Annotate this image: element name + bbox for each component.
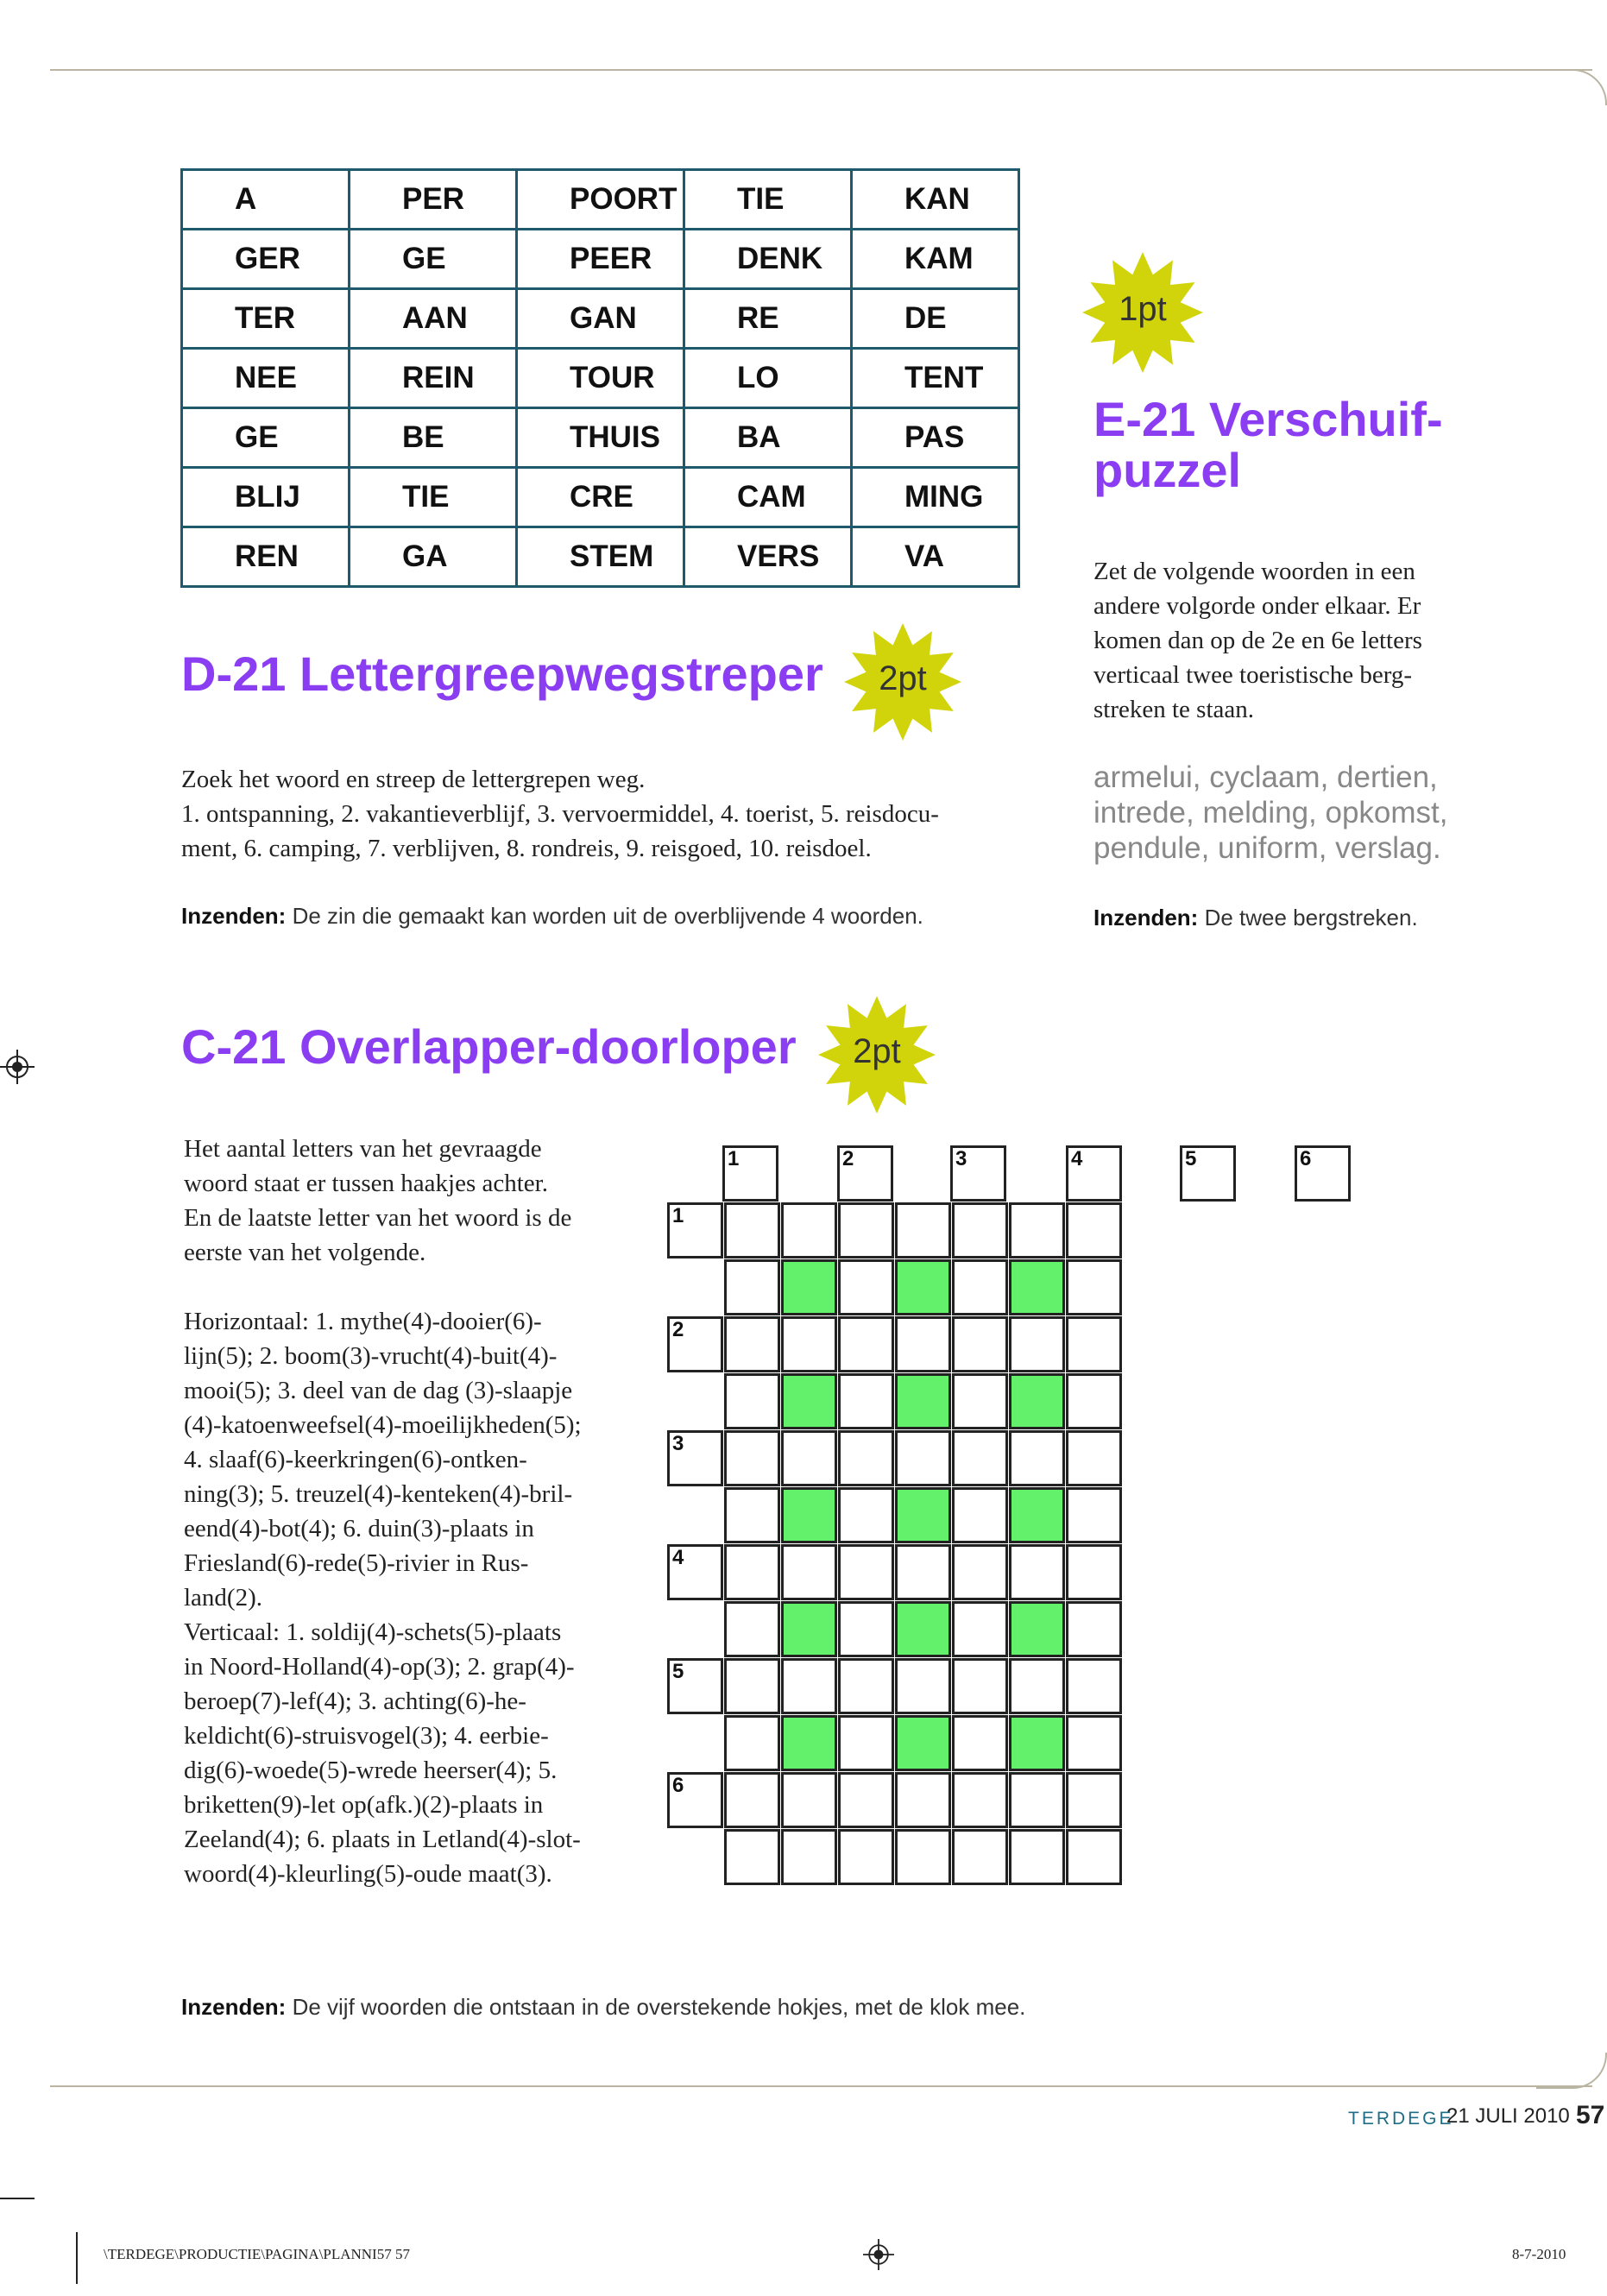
puzzle-e-words <box>1093 760 1447 866</box>
puzzle-e-submit-label: Inzenden: <box>1093 905 1199 930</box>
grid-cell[interactable] <box>1009 1202 1065 1258</box>
crop-mark <box>76 2232 78 2284</box>
syllable-cell: CAM <box>684 468 852 527</box>
puzzle-c-text-line: (4)-katoenweefsel(4)-moeilijkheden(5); <box>184 1411 582 1439</box>
grid-cell[interactable] <box>952 1601 1008 1657</box>
puzzle-c-text-line: Friesland(6)-rede(5)-rivier in Rus- <box>184 1549 529 1577</box>
puzzle-c-text-line: briketten(9)-let op(afk.)(2)-plaats in <box>184 1791 544 1819</box>
grid-cell[interactable] <box>838 1430 894 1486</box>
syllable-cell: TIE <box>350 468 517 527</box>
syllable-cell: GE <box>182 408 350 468</box>
puzzle-c-submit-text: De vijf woorden die ontstaan in de overstekende hokjes, met de klok mee. <box>286 1994 1026 2020</box>
syllable-row <box>182 230 1019 289</box>
syllable-cell: REN <box>182 527 350 587</box>
grid-cell[interactable] <box>1009 1829 1065 1885</box>
puzzle-c-text-line: woord staat er tussen haakjes achter. <box>184 1170 548 1197</box>
syllable-cell: A <box>182 170 350 230</box>
puzzle-c-clues <box>184 1132 633 1891</box>
grid-cell[interactable] <box>1066 1544 1122 1600</box>
grid-cell[interactable] <box>781 1829 837 1885</box>
grid-cell[interactable] <box>724 1715 780 1771</box>
puzzle-c-text-line: 4. slaaf(6)-keerkringen(6)-ontken- <box>184 1446 527 1473</box>
syllable-cell: CRE <box>517 468 684 527</box>
grid-cell[interactable] <box>952 1202 1008 1258</box>
grid-cell[interactable] <box>895 1658 951 1714</box>
grid-number: 3 <box>672 1432 684 1455</box>
slug-path: \TERDEGE\PRODUCTIE\PAGINA\PLANNI57 57 <box>104 2246 410 2262</box>
puzzle-c-text-line: in Noord-Holland(4)-op(3); 2. grap(4)- <box>184 1653 575 1681</box>
puzzle-e-word-line: pendule, uniform, verslag. <box>1093 831 1441 865</box>
grid-cell-overlap[interactable] <box>895 1259 951 1315</box>
grid-cell[interactable] <box>781 1316 837 1372</box>
grid-cell[interactable] <box>952 1715 1008 1771</box>
syllable-cell: DE <box>852 289 1019 349</box>
syllable-row <box>182 170 1019 230</box>
bottom-rule-curve <box>1536 2053 1607 2089</box>
grid-number: 6 <box>1300 1147 1312 1170</box>
grid-cell[interactable] <box>1066 1487 1122 1543</box>
puzzle-e-desc-line: Zet de volgende woorden in een <box>1093 558 1415 585</box>
grid-cell[interactable] <box>838 1373 894 1429</box>
syllable-cell: PER <box>350 170 517 230</box>
syllable-cell: GE <box>350 230 517 289</box>
grid-cell-overlap[interactable] <box>1009 1259 1065 1315</box>
puzzle-c-text-line: lijn(5); 2. boom(3)-vrucht(4)-buit(4)- <box>184 1342 558 1370</box>
puzzle-e-submit-text: De twee bergstreken. <box>1198 905 1418 930</box>
grid-cell[interactable] <box>895 1316 951 1372</box>
grid-cell[interactable] <box>838 1601 894 1657</box>
footer-magazine: TERDEGE <box>1348 2109 1454 2129</box>
puzzle-c-text-line: keldicht(6)-struisvogel(3); 4. eerbie- <box>184 1722 549 1750</box>
grid-cell[interactable] <box>952 1658 1008 1714</box>
grid-cell[interactable] <box>724 1202 780 1258</box>
syllable-cell: PEER <box>517 230 684 289</box>
syllable-cell: GAN <box>517 289 684 349</box>
puzzle-c-text-line: Verticaal: 1. soldij(4)-schets(5)-plaats <box>184 1618 562 1646</box>
footer-page-number: 57 <box>1576 2101 1605 2129</box>
grid-cell[interactable] <box>1009 1772 1065 1828</box>
puzzle-c-text-line: land(2). <box>184 1584 262 1612</box>
puzzle-d-intro: Zoek het woord en streep de lettergrepen weg. <box>181 766 646 793</box>
puzzle-c-text-line: dig(6)-woede(5)-wrede heerser(4); 5. <box>184 1757 558 1784</box>
puzzle-c-points: 2pt <box>853 1032 901 1070</box>
puzzle-e-description <box>1093 554 1422 727</box>
top-rule <box>50 69 1592 71</box>
puzzle-c-text-line: woord(4)-kleurling(5)-oude maat(3). <box>184 1860 552 1888</box>
puzzle-e-desc-line: komen dan op de 2e en 6e letters <box>1093 627 1422 654</box>
grid-number: 1 <box>728 1147 740 1170</box>
syllable-row <box>182 349 1019 408</box>
syllable-row <box>182 468 1019 527</box>
syllable-cell: VERS <box>684 527 852 587</box>
syllable-cell: KAM <box>852 230 1019 289</box>
grid-cell[interactable] <box>952 1316 1008 1372</box>
grid-cell[interactable] <box>1066 1829 1122 1885</box>
grid-cell[interactable] <box>724 1658 780 1714</box>
puzzle-c-text-line: ning(3); 5. treuzel(4)-kenteken(4)-bril- <box>184 1480 573 1508</box>
syllable-cell: BE <box>350 408 517 468</box>
grid-cell[interactable] <box>1009 1658 1065 1714</box>
syllable-cell: GA <box>350 527 517 587</box>
grid-cell[interactable] <box>838 1829 894 1885</box>
puzzle-c-text-line: eend(4)-bot(4); 6. duin(3)-plaats in <box>184 1515 534 1542</box>
grid-cell[interactable] <box>952 1373 1008 1429</box>
puzzle-c-text-line <box>184 1270 633 1304</box>
grid-cell[interactable] <box>1066 1316 1122 1372</box>
grid-cell[interactable] <box>724 1601 780 1657</box>
grid-cell-overlap[interactable] <box>781 1373 837 1429</box>
top-rule-curve <box>1536 69 1607 105</box>
syllable-cell: KAN <box>852 170 1019 230</box>
grid-cell[interactable] <box>724 1373 780 1429</box>
syllable-row <box>182 289 1019 349</box>
syllable-cell: TIE <box>684 170 852 230</box>
grid-cell[interactable] <box>781 1202 837 1258</box>
puzzle-e-title-line-1: E-21 Verschuif- <box>1093 392 1443 446</box>
grid-cell[interactable] <box>1066 1373 1122 1429</box>
grid-cell[interactable] <box>781 1658 837 1714</box>
puzzle-c-text-line: Het aantal letters van het gevraagde <box>184 1135 542 1163</box>
grid-cell[interactable] <box>895 1430 951 1486</box>
puzzle-e-submit <box>1093 905 1418 931</box>
puzzle-d-points: 2pt <box>879 659 927 697</box>
puzzle-d-clues-line-2: ment, 6. camping, 7. verblijven, 8. rondreis, 9. reisgoed, 10. reisdoel. <box>181 835 872 862</box>
grid-cell-overlap[interactable] <box>895 1487 951 1543</box>
syllable-cell: PAS <box>852 408 1019 468</box>
grid-cell[interactable] <box>781 1544 837 1600</box>
grid-cell[interactable] <box>1066 1772 1122 1828</box>
grid-cell[interactable] <box>838 1202 894 1258</box>
syllable-cell: NEE <box>182 349 350 408</box>
grid-cell[interactable] <box>1066 1715 1122 1771</box>
syllable-cell: THUIS <box>517 408 684 468</box>
grid-cell[interactable] <box>895 1544 951 1600</box>
puzzle-e-title <box>1093 394 1473 496</box>
grid-cell[interactable] <box>895 1202 951 1258</box>
grid-cell[interactable] <box>1066 1601 1122 1657</box>
grid-number: 5 <box>672 1660 684 1683</box>
puzzle-d-clues-line-1: 1. ontspanning, 2. vakantieverblijf, 3. vervoermiddel, 4. toerist, 5. reisdocu- <box>181 800 939 828</box>
registration-mark-bottom-icon <box>863 2239 894 2270</box>
puzzle-c-text-line: En de laatste letter van het woord is de <box>184 1204 572 1232</box>
grid-cell[interactable] <box>952 1772 1008 1828</box>
grid-cell[interactable] <box>952 1487 1008 1543</box>
bottom-rule <box>50 2085 1592 2087</box>
grid-cell[interactable] <box>838 1259 894 1315</box>
grid-cell[interactable] <box>952 1259 1008 1315</box>
grid-cell[interactable] <box>1009 1430 1065 1486</box>
grid-cell[interactable] <box>1009 1544 1065 1600</box>
grid-cell-overlap[interactable] <box>895 1715 951 1771</box>
syllable-cell: TENT <box>852 349 1019 408</box>
grid-cell[interactable] <box>724 1544 780 1600</box>
grid-cell-overlap[interactable] <box>1009 1715 1065 1771</box>
puzzle-c-title: C-21 Overlapper-doorloper <box>181 1019 797 1074</box>
puzzle-d-submit-text: De zin die gemaakt kan worden uit de overblijvende 4 woorden. <box>286 903 923 929</box>
grid-cell[interactable] <box>838 1658 894 1714</box>
grid-cell-overlap[interactable] <box>781 1601 837 1657</box>
grid-cell[interactable] <box>838 1544 894 1600</box>
grid-cell-overlap[interactable] <box>781 1487 837 1543</box>
syllable-cell: STEM <box>517 527 684 587</box>
syllable-row <box>182 527 1019 587</box>
grid-number: 2 <box>842 1147 854 1170</box>
puzzle-e-desc-line: verticaal twee toeristische berg- <box>1093 661 1413 689</box>
grid-number: 4 <box>1071 1147 1083 1170</box>
syllable-cell: BA <box>684 408 852 468</box>
syllable-cell: DENK <box>684 230 852 289</box>
puzzle-c-submit-label: Inzenden: <box>181 1994 287 2020</box>
grid-cell[interactable] <box>838 1316 894 1372</box>
puzzle-e-desc-line: streken te staan. <box>1093 696 1255 723</box>
grid-cell[interactable] <box>724 1316 780 1372</box>
puzzle-d-submit <box>181 903 923 930</box>
grid-number: 5 <box>1185 1147 1197 1170</box>
syllable-row <box>182 408 1019 468</box>
grid-cell[interactable] <box>1066 1658 1122 1714</box>
puzzle-e-title-line-2: puzzel <box>1093 442 1242 497</box>
grid-number: 3 <box>955 1147 967 1170</box>
syllable-cell: TER <box>182 289 350 349</box>
grid-cell[interactable] <box>838 1772 894 1828</box>
grid-cell-overlap[interactable] <box>781 1259 837 1315</box>
grid-cell[interactable] <box>895 1772 951 1828</box>
grid-cell[interactable] <box>724 1259 780 1315</box>
grid-cell-overlap[interactable] <box>1009 1487 1065 1543</box>
puzzle-e-desc-line: andere volgorde onder elkaar. Er <box>1093 592 1421 620</box>
grid-cell[interactable] <box>724 1772 780 1828</box>
grid-number: 4 <box>672 1546 684 1569</box>
puzzle-c-text-line: beroep(7)-lef(4); 3. achting(6)-he- <box>184 1687 526 1715</box>
grid-number: 6 <box>672 1774 684 1797</box>
footer-date: 21 JULI 2010 <box>1446 2104 1570 2128</box>
puzzle-e-word-line: armelui, cyclaam, dertien, <box>1093 760 1438 794</box>
puzzle-e-points: 1pt <box>1119 290 1167 328</box>
syllable-cell: BLIJ <box>182 468 350 527</box>
grid-cell[interactable] <box>724 1487 780 1543</box>
syllable-cell: RE <box>684 289 852 349</box>
grid-cell-overlap[interactable] <box>895 1601 951 1657</box>
puzzle-d-submit-label: Inzenden: <box>181 903 287 929</box>
puzzle-c-text-line: mooi(5); 3. deel van de dag (3)-slaapje <box>184 1377 573 1404</box>
grid-cell[interactable] <box>1066 1430 1122 1486</box>
grid-cell[interactable] <box>838 1715 894 1771</box>
grid-cell-overlap[interactable] <box>1009 1601 1065 1657</box>
grid-cell[interactable] <box>724 1829 780 1885</box>
grid-cell[interactable] <box>952 1430 1008 1486</box>
grid-cell[interactable] <box>838 1487 894 1543</box>
crop-mark <box>0 2198 35 2199</box>
grid-cell[interactable] <box>895 1829 951 1885</box>
grid-cell[interactable] <box>952 1829 1008 1885</box>
grid-cell[interactable] <box>1066 1202 1122 1258</box>
grid-cell-overlap[interactable] <box>895 1373 951 1429</box>
syllable-cell: MING <box>852 468 1019 527</box>
slug-date: 8-7-2010 <box>1512 2246 1566 2262</box>
syllable-cell: POORT <box>517 170 684 230</box>
grid-cell[interactable] <box>952 1544 1008 1600</box>
grid-number: 2 <box>672 1318 684 1341</box>
puzzle-e-word-line: intrede, melding, opkomst, <box>1093 796 1448 829</box>
syllable-table <box>180 168 1020 588</box>
syllable-cell: LO <box>684 349 852 408</box>
puzzle-c-text-line: Horizontaal: 1. mythe(4)-dooier(6)- <box>184 1308 542 1335</box>
syllable-cell: VA <box>852 527 1019 587</box>
grid-cell[interactable] <box>1066 1259 1122 1315</box>
syllable-cell: TOUR <box>517 349 684 408</box>
grid-cell[interactable] <box>781 1430 837 1486</box>
syllable-cell: AAN <box>350 289 517 349</box>
syllable-cell: GER <box>182 230 350 289</box>
grid-cell[interactable] <box>1009 1316 1065 1372</box>
puzzle-d-title: D-21 Lettergreepwegstreper <box>181 647 823 701</box>
grid-cell[interactable] <box>724 1430 780 1486</box>
grid-number: 1 <box>672 1204 684 1227</box>
puzzle-c-submit <box>181 1994 1025 2021</box>
puzzle-c-text-line: eerste van het volgende. <box>184 1239 426 1266</box>
registration-mark-icon <box>0 1050 35 1084</box>
puzzle-c-text-line: Zeeland(4); 6. plaats in Letland(4)-slot- <box>184 1826 581 1853</box>
syllable-cell: REIN <box>350 349 517 408</box>
grid-cell-overlap[interactable] <box>781 1715 837 1771</box>
grid-cell-overlap[interactable] <box>1009 1373 1065 1429</box>
grid-cell[interactable] <box>781 1772 837 1828</box>
